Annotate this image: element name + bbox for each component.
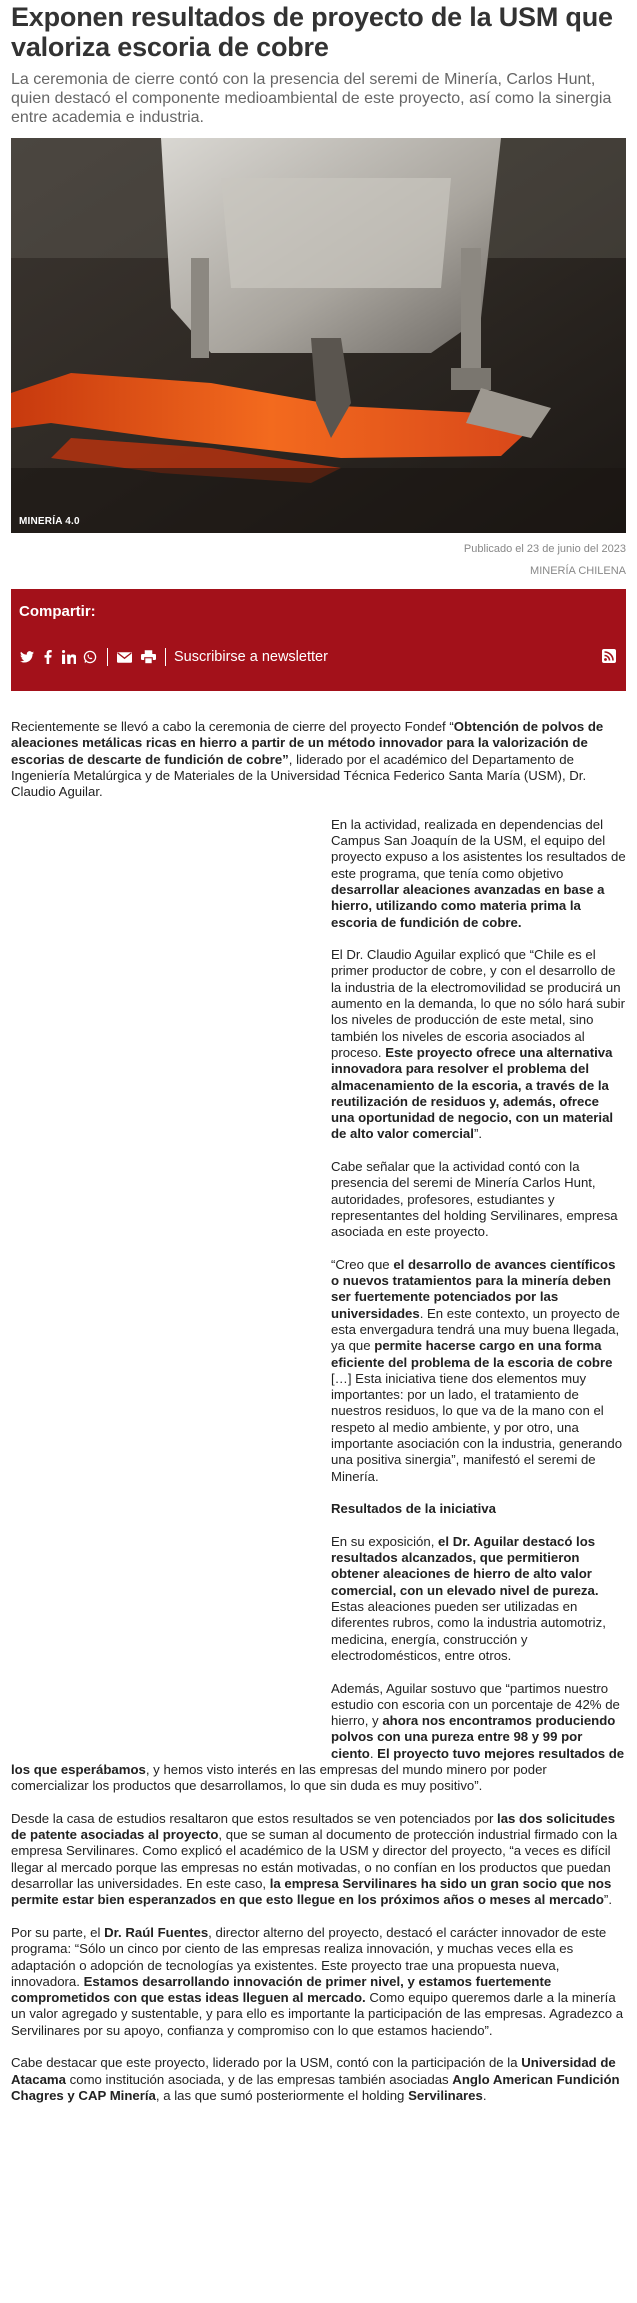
text: Recientemente se llevó a cabo la ceremonia de cierre del proyecto Fondef “ [11, 719, 454, 734]
paragraph [11, 1811, 626, 1909]
paragraph: Cabe señalar que la actividad contó con la presencia del seremi de Minería Carlos Hunt, autoridades, profesores, estudiantes y representantes del holding Servilinares, empresa asociada en este proyecto. [331, 1159, 618, 1240]
article-subtitle: La ceremonia de cierre contó con la presencia del seremi de Minería, Carlos Hunt, quien destacó el componente medioambiental de este proyecto, así como la sinergia entre academia e industria. [11, 71, 612, 126]
bold-text: Estamos desarrollando innovación de primer nivel, y estamos fuertemente comprometidos con que estas ideas lleguen al mercado. [11, 1973, 552, 2006]
hero-image [11, 138, 626, 533]
whatsapp-icon[interactable] [82, 649, 98, 665]
article-title: Exponen resultados de proyecto de la USM que valoriza escoria de cobre [11, 2, 613, 62]
bold-text: Este proyecto ofrece una alternativa innovadora para resolver el problema del almacenamiento de la escoria, a través de la reutilización de residuos y, además, ofrece una oportunidad de negocio, con un material de alto valor comercial [331, 1044, 614, 1142]
text: , director alterno del proyecto, destacó el carácter innovador de este programa: “Sólo un cinco por ciento de las empresas realiza innovación, y muchas veces ella es adaptación o adopción de tecnologías ya existentes. Este proyecto trae una propuesta nueva, innovadora. [11, 1924, 607, 1989]
bold-text: Anglo American Fundición Chagres y CAP Minería [11, 2071, 620, 2103]
embedded-media-space [11, 817, 331, 1755]
hero-photo [11, 138, 626, 533]
article-body [11, 719, 626, 2104]
text: Cabe destacar que este proyecto, liderado por la USM, contó con la participación de la [11, 2055, 522, 2071]
text: Además, Aguilar sostuvo que “partimos nuestro estudio con escoria con un porcentaje de 42% de hierro, y [331, 1680, 620, 1729]
text: En la actividad, realizada en dependencias del Campus San Joaquín de la USM, el equipo del proyecto expuso a los asistentes los resultados de este programa, que tenía como objetivo [331, 816, 626, 881]
bold-text: Servilinares [408, 2087, 483, 2103]
text: , que se suman al documento de protección industrial firmado con la empresa Servilinares. Como explicó el académico de la USM y director del proyecto, “a veces es difícil llegar al mercado porque las empresas no están motivadas, o no confían en los productos que puedan desarrollar las universidades. En este caso, [11, 1827, 618, 1892]
text: , y hemos visto interés en las empresas del mundo minero por poder comercializar los productos que desarrollamos, lo que sin duda es muy positivo”. [11, 1762, 547, 1794]
bold-text: el Dr. Aguilar destacó los resultados alcanzados, que permitieron obtener aleaciones de hierro de alto valor comercial, con un elevado nivel de pureza. [331, 1533, 599, 1598]
share-separator [107, 648, 108, 666]
bold-text: las dos solicitudes de patente asociadas al proyecto [11, 1810, 616, 1843]
text: […] Esta iniciativa tiene dos elementos muy importantes: por un lado, el tratamiento de nuestros residuos, lo que va de la mano con el respeto al medio ambiente, y por otro, una importante asociación con la industria, generando una positiva sinergia”, manifestó el seremi de Minería. [331, 1370, 623, 1484]
article-source: MINERÍA CHILENA [530, 565, 626, 577]
bold-text: permite hacerse cargo en una forma eficiente del problema de la escoria de cobre [331, 1338, 613, 1370]
text: “Creo que [331, 1256, 394, 1272]
share-label: Compartir: [19, 603, 96, 620]
bold-text: El proyecto tuvo mejores resultados de los que esperábamos [11, 1745, 625, 1777]
text: . [482, 2087, 487, 2103]
bold-text: Universidad de Atacama [11, 2055, 616, 2087]
text: , a las que sumó posteriormente el holding [155, 2087, 409, 2103]
bold-text: Obtención de polvos de aleaciones metálicas ricas en hierro a partir de un método innovador para la valorización de escorias de descarte de fundición de cobre” [11, 719, 604, 767]
section-heading: Resultados de la iniciativa [331, 1501, 496, 1517]
email-icon[interactable] [116, 649, 132, 665]
facebook-icon[interactable] [40, 649, 56, 665]
text: Desde la casa de estudios resaltaron que estos resultados se ven potenciados por [11, 1810, 498, 1826]
text: El Dr. Claudio Aguilar explicó que “Chile es el primer productor de cobre, y con el desarrollo de la industria de la electromovilidad se producirá un aumento en la demanda, lo que no sólo hará subir los niveles de producción de este metal, sino también los niveles de escoria asociados al proceso. [331, 947, 625, 1060]
text: , liderado por el académico del Departamento de Ingeniería Metalúrgica y de Materiales de la Universidad Técnica Federico Santa María (USM), Dr. Claudio Aguilar. [11, 751, 587, 800]
article-meta [11, 542, 626, 578]
twitter-icon[interactable] [19, 649, 35, 665]
share-icons-row [19, 647, 328, 667]
text: ”. [473, 1126, 482, 1142]
text: Estas aleaciones pueden ser utilizadas en diferentes rubros, como la industria automotriz, medicina, energía, construcción y electrodomésticos, entre otros. [331, 1599, 606, 1663]
paragraph [11, 2055, 626, 2104]
bold-text: ahora nos encontramos produciendo polvos con una pureza entre 98 y 99 por ciento [331, 1713, 616, 1761]
bold-text: la empresa Servilinares ha sido un gran socio que nos permite estar bien esperanzados en que esto llegue en los próximos años o meses al mercado [11, 1876, 612, 1908]
publish-date: Publicado el 23 de junio del 2023 [463, 543, 626, 555]
text: Como equipo queremos darle a la minería un valor agregado y sustentable, y para ello es importante la participación de las empresas. Agradezco a Servilinares por su apoyo, confianza y compromiso con lo que estamos haciendo”. [11, 1990, 624, 2038]
text: Por su parte, el [11, 1924, 105, 1940]
bold-text: Dr. Raúl Fuentes [104, 1924, 209, 1940]
paragraph [11, 719, 626, 800]
share-separator [165, 648, 166, 666]
newsletter-link[interactable]: Suscribirse a newsletter [174, 649, 328, 665]
print-icon[interactable] [140, 649, 156, 665]
article-page [0, 2, 637, 2104]
text: . En este contexto, un proyecto de esta envergadura tendrá una muy buena llegada, ya que [331, 1305, 620, 1354]
image-category-label: MINERÍA 4.0 [19, 516, 80, 527]
bold-text: desarrollar aleaciones avanzadas en base a hierro, utilizando como materia prima la escoria de fundición de cobre. [331, 881, 605, 930]
text: como institución asociada, y de las empresas también asociadas [65, 2071, 453, 2087]
text: ”. [603, 1892, 612, 1908]
text: En su exposición, [331, 1533, 439, 1549]
text: . [369, 1745, 378, 1761]
share-bar [11, 589, 626, 691]
bold-text: el desarrollo de avances científicos o nuevos tratamientos para la minería deben ser fuertemente potenciados por las universidades [331, 1256, 616, 1321]
rss-icon[interactable] [602, 649, 616, 663]
paragraph [11, 1925, 626, 2039]
linkedin-icon[interactable] [61, 649, 77, 665]
